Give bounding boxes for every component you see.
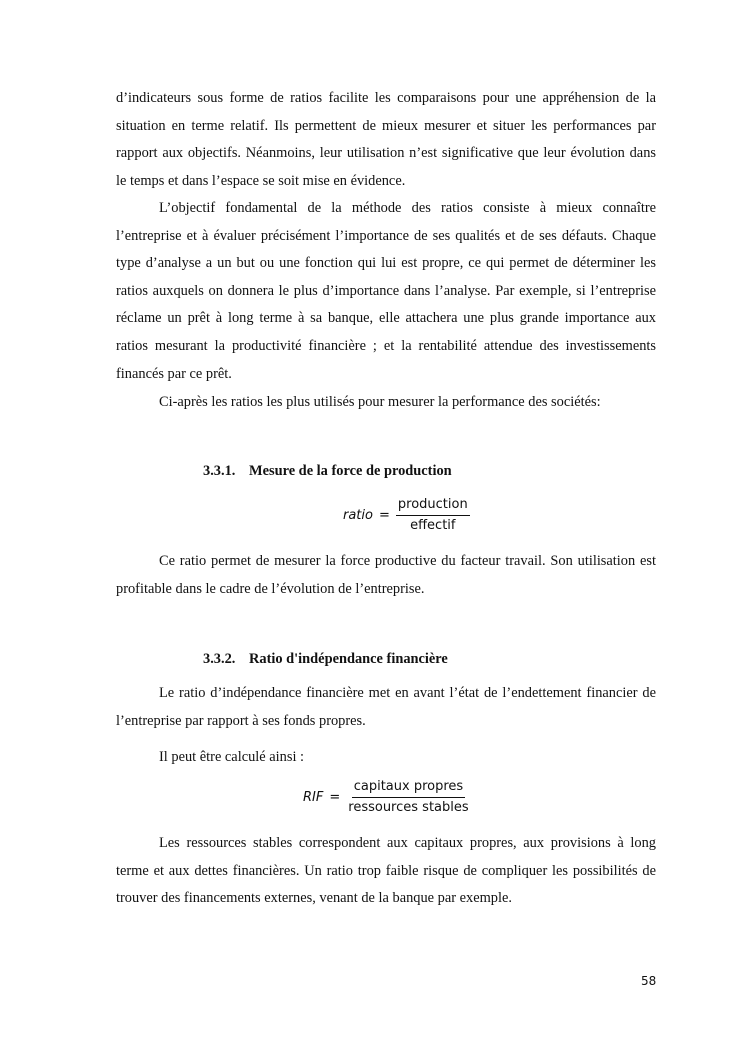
formula-equals: = — [329, 789, 341, 805]
section-number: 3.3.2. — [203, 651, 236, 667]
formula-fraction — [346, 779, 470, 815]
formula-rif — [303, 779, 471, 815]
paragraph-ratios-intro: d’indicateurs sous forme de ratios facilite les comparaisons pour une appréhension de la situation en terme relatif. Ils permettent de mieux mesurer et situer les performances par rapport aux objectifs. Néanmoins, leur utilisation n’est significative que leur évolution dans le temps et dans l’espace se soit mise en évidence. — [116, 90, 656, 189]
formula-numerator: production — [396, 497, 470, 516]
formula-denominator: ressources stables — [348, 800, 469, 815]
section-title: Mesure de la force de production — [249, 463, 452, 479]
section-title: Ratio d'indépendance financière — [249, 651, 448, 667]
formula-lhs: ratio — [343, 507, 373, 523]
formula-denominator: effectif — [410, 518, 456, 533]
paragraph-ratios-list-intro: Ci-après les ratios les plus utilisés pour mesurer la performance des sociétés: — [159, 394, 601, 410]
paragraph-stable-resources: Les ressources stables correspondent aux capitaux propres, aux provisions à long terme et aux dettes financières. Un ratio trop faible risque de compliquer les possibilités de trouver des financements externes, venant de la banque par exemple. — [116, 835, 656, 907]
page-number: 58 — [641, 974, 657, 988]
paragraph-rif-calc-intro: Il peut être calculé ainsi : — [159, 749, 305, 765]
formula-lhs: RIF — [303, 789, 324, 805]
formula-fraction — [396, 497, 470, 533]
formula-production-ratio — [343, 497, 470, 533]
formula-equals: = — [378, 507, 390, 523]
formula-numerator: capitaux propres — [352, 779, 465, 798]
paragraph-rif-desc: Le ratio d’indépendance financière met en avant l’état de l’endettement financier de l’entreprise par rapport à ses fonds propres. — [116, 685, 656, 729]
paragraph-ratios-objective: L’objectif fondamental de la méthode des ratios consiste à mieux connaître l’entreprise et à évaluer précisément l’importance de ses qualités et de ses défauts. Chaque type d’analyse a un but ou une fonction qui lui est propre, ce qui permet de déterminer les ratios auxquels on donnera le plus d’importance dans l’analyse. Par exemple, si l’entreprise réclame un prêt à long terme à sa banque, elle attachera une plus grande importance aux ratios mesurant la productivité financière ; et la rentabilité attendue des investissements financés par ce prêt. — [116, 200, 656, 382]
section-heading-3-3-2 — [203, 651, 448, 668]
section-heading-3-3-1 — [203, 463, 452, 480]
paragraph-production-ratio-desc: Ce ratio permet de mesurer la force productive du facteur travail. Son utilisation est profitable dans le cadre de l’évolution de l’entreprise. — [116, 553, 656, 597]
section-number: 3.3.1. — [203, 463, 236, 479]
